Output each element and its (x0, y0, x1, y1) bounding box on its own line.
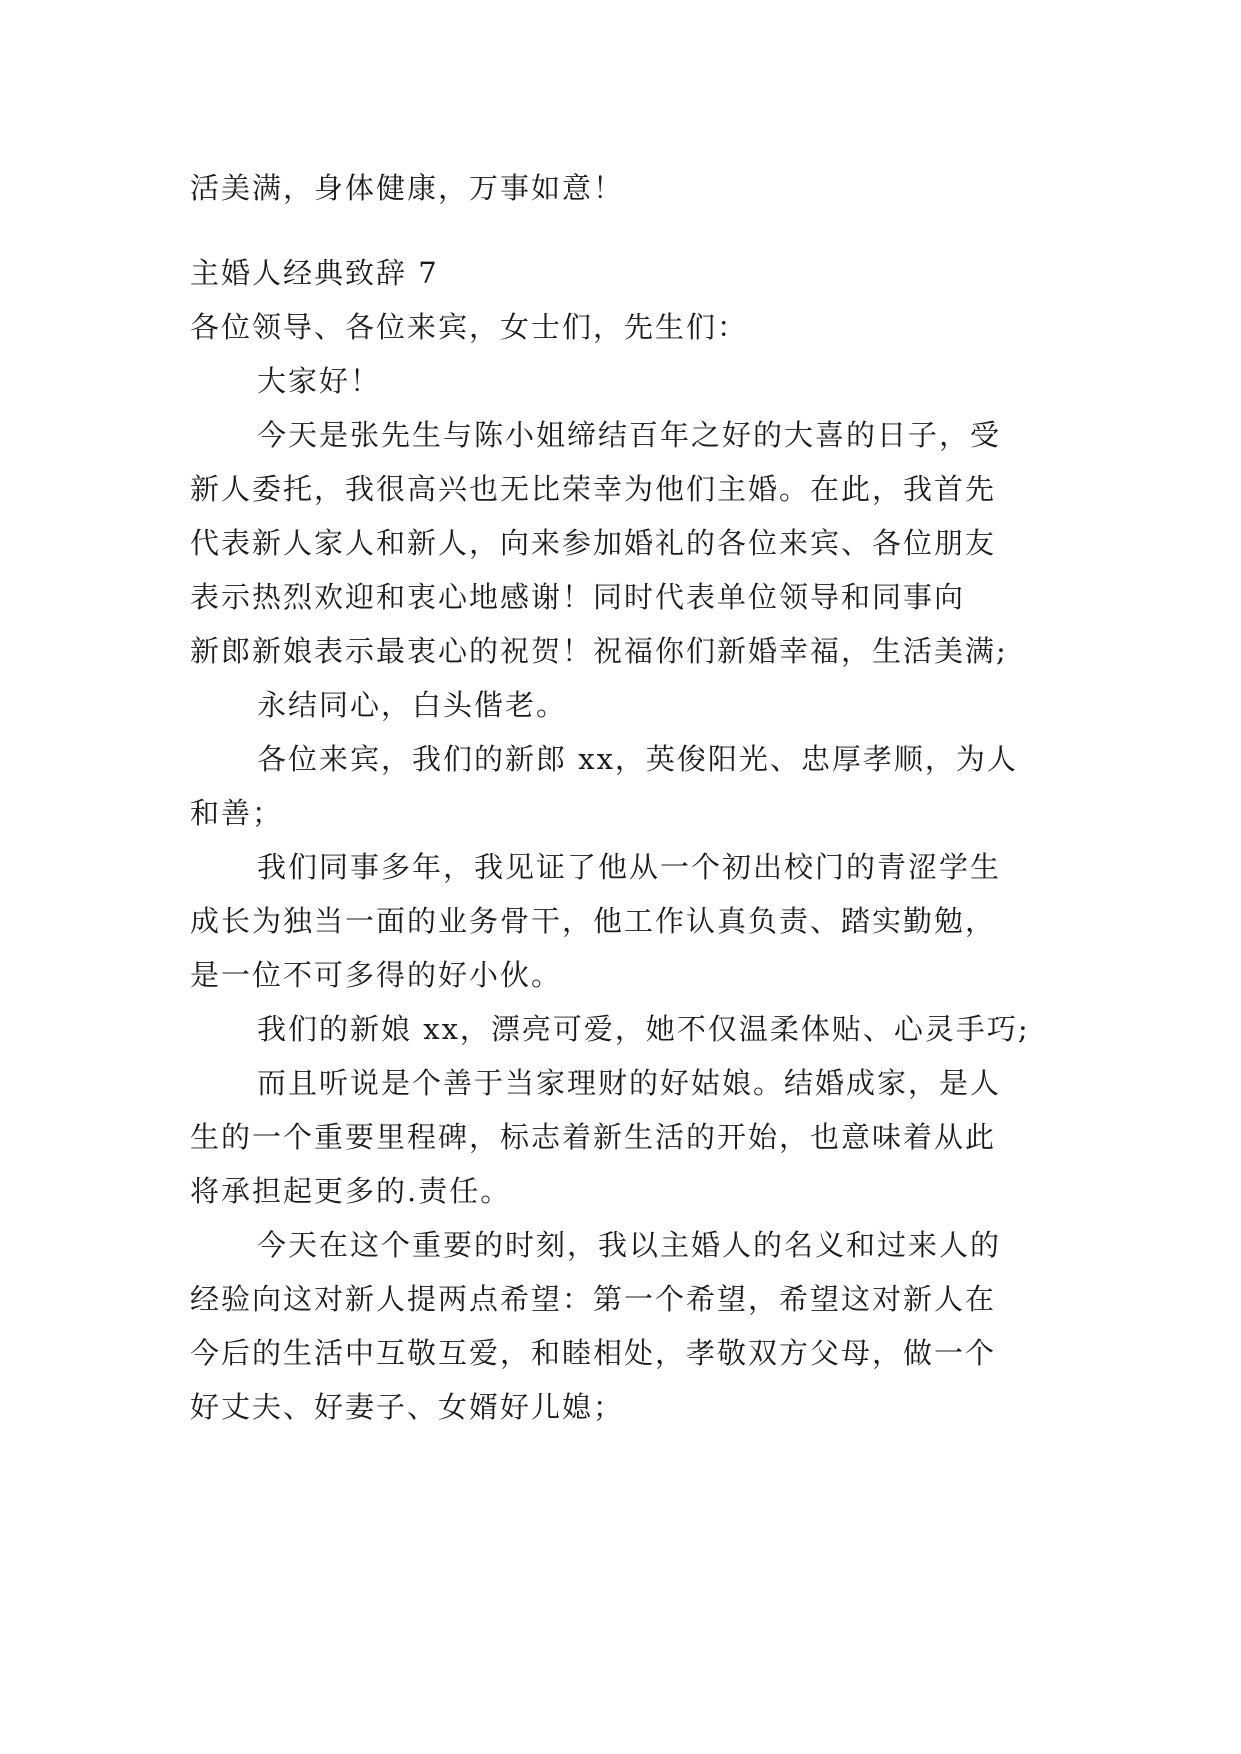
section-heading: 主婚人经典致辞 7 (190, 256, 439, 290)
paragraph-line: 我们的新娘 xx，漂亮可爱，她不仅温柔体贴、心灵手巧; (257, 1012, 1030, 1046)
text-line: 活美满，身体健康，万事如意！ (190, 171, 625, 205)
paragraph-line: 今后的生活中互敬互爱，和睦相处，孝敬双方父母，做一个 (190, 1336, 997, 1370)
paragraph-line: 今天在这个重要的时刻，我以主婚人的名义和过来人的 (257, 1228, 1002, 1262)
paragraph-line: 是一位不可多得的好小伙。 (190, 958, 563, 992)
paragraph-line: 而且听说是个善于当家理财的好姑娘。结婚成家，是人 (257, 1066, 1002, 1100)
paragraph-line: 好丈夫、好妻子、女婿好儿媳； (190, 1390, 625, 1424)
paragraph-line: 各位来宾，我们的新郎 xx，英俊阳光、忠厚孝顺，为人 (257, 742, 1018, 776)
paragraph-line: 我们同事多年，我见证了他从一个初出校门的青涩学生 (257, 850, 1002, 884)
paragraph-line: 永结同心，白头偕老。 (257, 688, 568, 722)
paragraph-line: 成长为独当一面的业务骨干，他工作认真负责、踏实勤勉， (190, 904, 997, 938)
paragraph-line: 代表新人家人和新人，向来参加婚礼的各位来宾、各位朋友 (190, 526, 997, 560)
salutation-line: 各位领导、各位来宾，女士们，先生们： (190, 310, 749, 344)
paragraph-line: 经验向这对新人提两点希望：第一个希望，希望这对新人在 (190, 1282, 997, 1316)
greeting-line: 大家好！ (257, 364, 382, 398)
paragraph-line: 和善； (190, 796, 284, 830)
paragraph-line: 今天是张先生与陈小姐缔结百年之好的大喜的日子，受 (257, 418, 1002, 452)
paragraph-line: 生的一个重要里程碑，标志着新生活的开始，也意味着从此 (190, 1120, 997, 1154)
paragraph-line: 将承担起更多的.责任。 (190, 1174, 512, 1208)
paragraph-line: 新郎新娘表示最衷心的祝贺！祝福你们新婚幸福，生活美满; (190, 634, 1008, 668)
paragraph-line: 新人委托，我很高兴也无比荣幸为他们主婚。在此，我首先 (190, 472, 997, 506)
paragraph-line: 表示热烈欢迎和衷心地感谢！同时代表单位领导和同事向 (190, 580, 966, 614)
